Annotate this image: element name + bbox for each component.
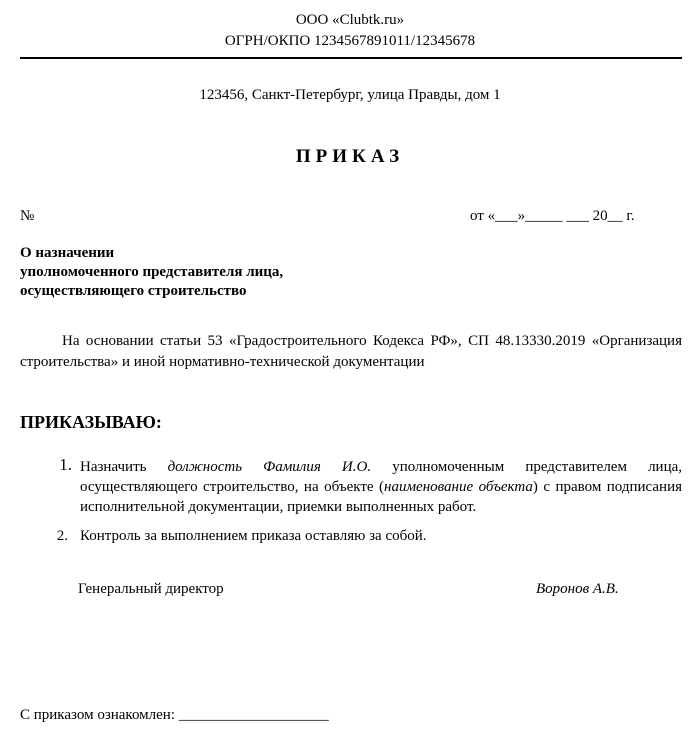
acknowledgement-line: С приказом ознакомлен: ____________________	[20, 707, 329, 723]
item-1-number: 1.	[59, 455, 72, 474]
order-date-label: от «___»_____ ___ 20__ г.	[470, 208, 635, 224]
basis-paragraph: На основании статьи 53 «Градостроительного Кодекса РФ», СП 48.13330.2019 «Организация строительства» и иной нормативно-технической документации	[20, 333, 682, 370]
order-item-2: Контроль за выполнением приказа оставляю за собой.	[80, 528, 427, 544]
signatory-position: Генеральный директор	[78, 581, 224, 597]
signatory-name: Воронов А.В.	[536, 581, 619, 597]
order-item-1: Назначить должность Фамилия И.О. уполномоченным представителем лица, осуществляющего строительство, на объекте (наименование объекта) с правом подписания исполнительной документации, приемки выполненных работ.	[80, 459, 683, 515]
company-name: ООО «Clubtk.ru»	[295, 12, 405, 28]
document-title: ПРИКАЗ	[295, 146, 405, 167]
order-number-label: №	[20, 208, 35, 224]
header-divider	[20, 57, 682, 59]
item-2-number: 2.	[56, 528, 68, 544]
order-subject-line-2: уполномоченного представителя лица,	[20, 264, 284, 280]
order-subject-line-3: осуществляющего строительство	[20, 283, 247, 299]
order-heading: ПРИКАЗЫВАЮ:	[20, 412, 162, 432]
position-name-placeholder: должность Фамилия И.О.	[167, 459, 372, 475]
company-registration: ОГРН/ОКПО 1234567891011/12345678	[224, 33, 476, 49]
order-subject-line-1: О назначении	[20, 245, 115, 261]
object-name-placeholder: наименование объекта	[384, 479, 533, 495]
company-address: 123456, Санкт-Петербург, улица Правды, дом 1	[199, 87, 501, 103]
